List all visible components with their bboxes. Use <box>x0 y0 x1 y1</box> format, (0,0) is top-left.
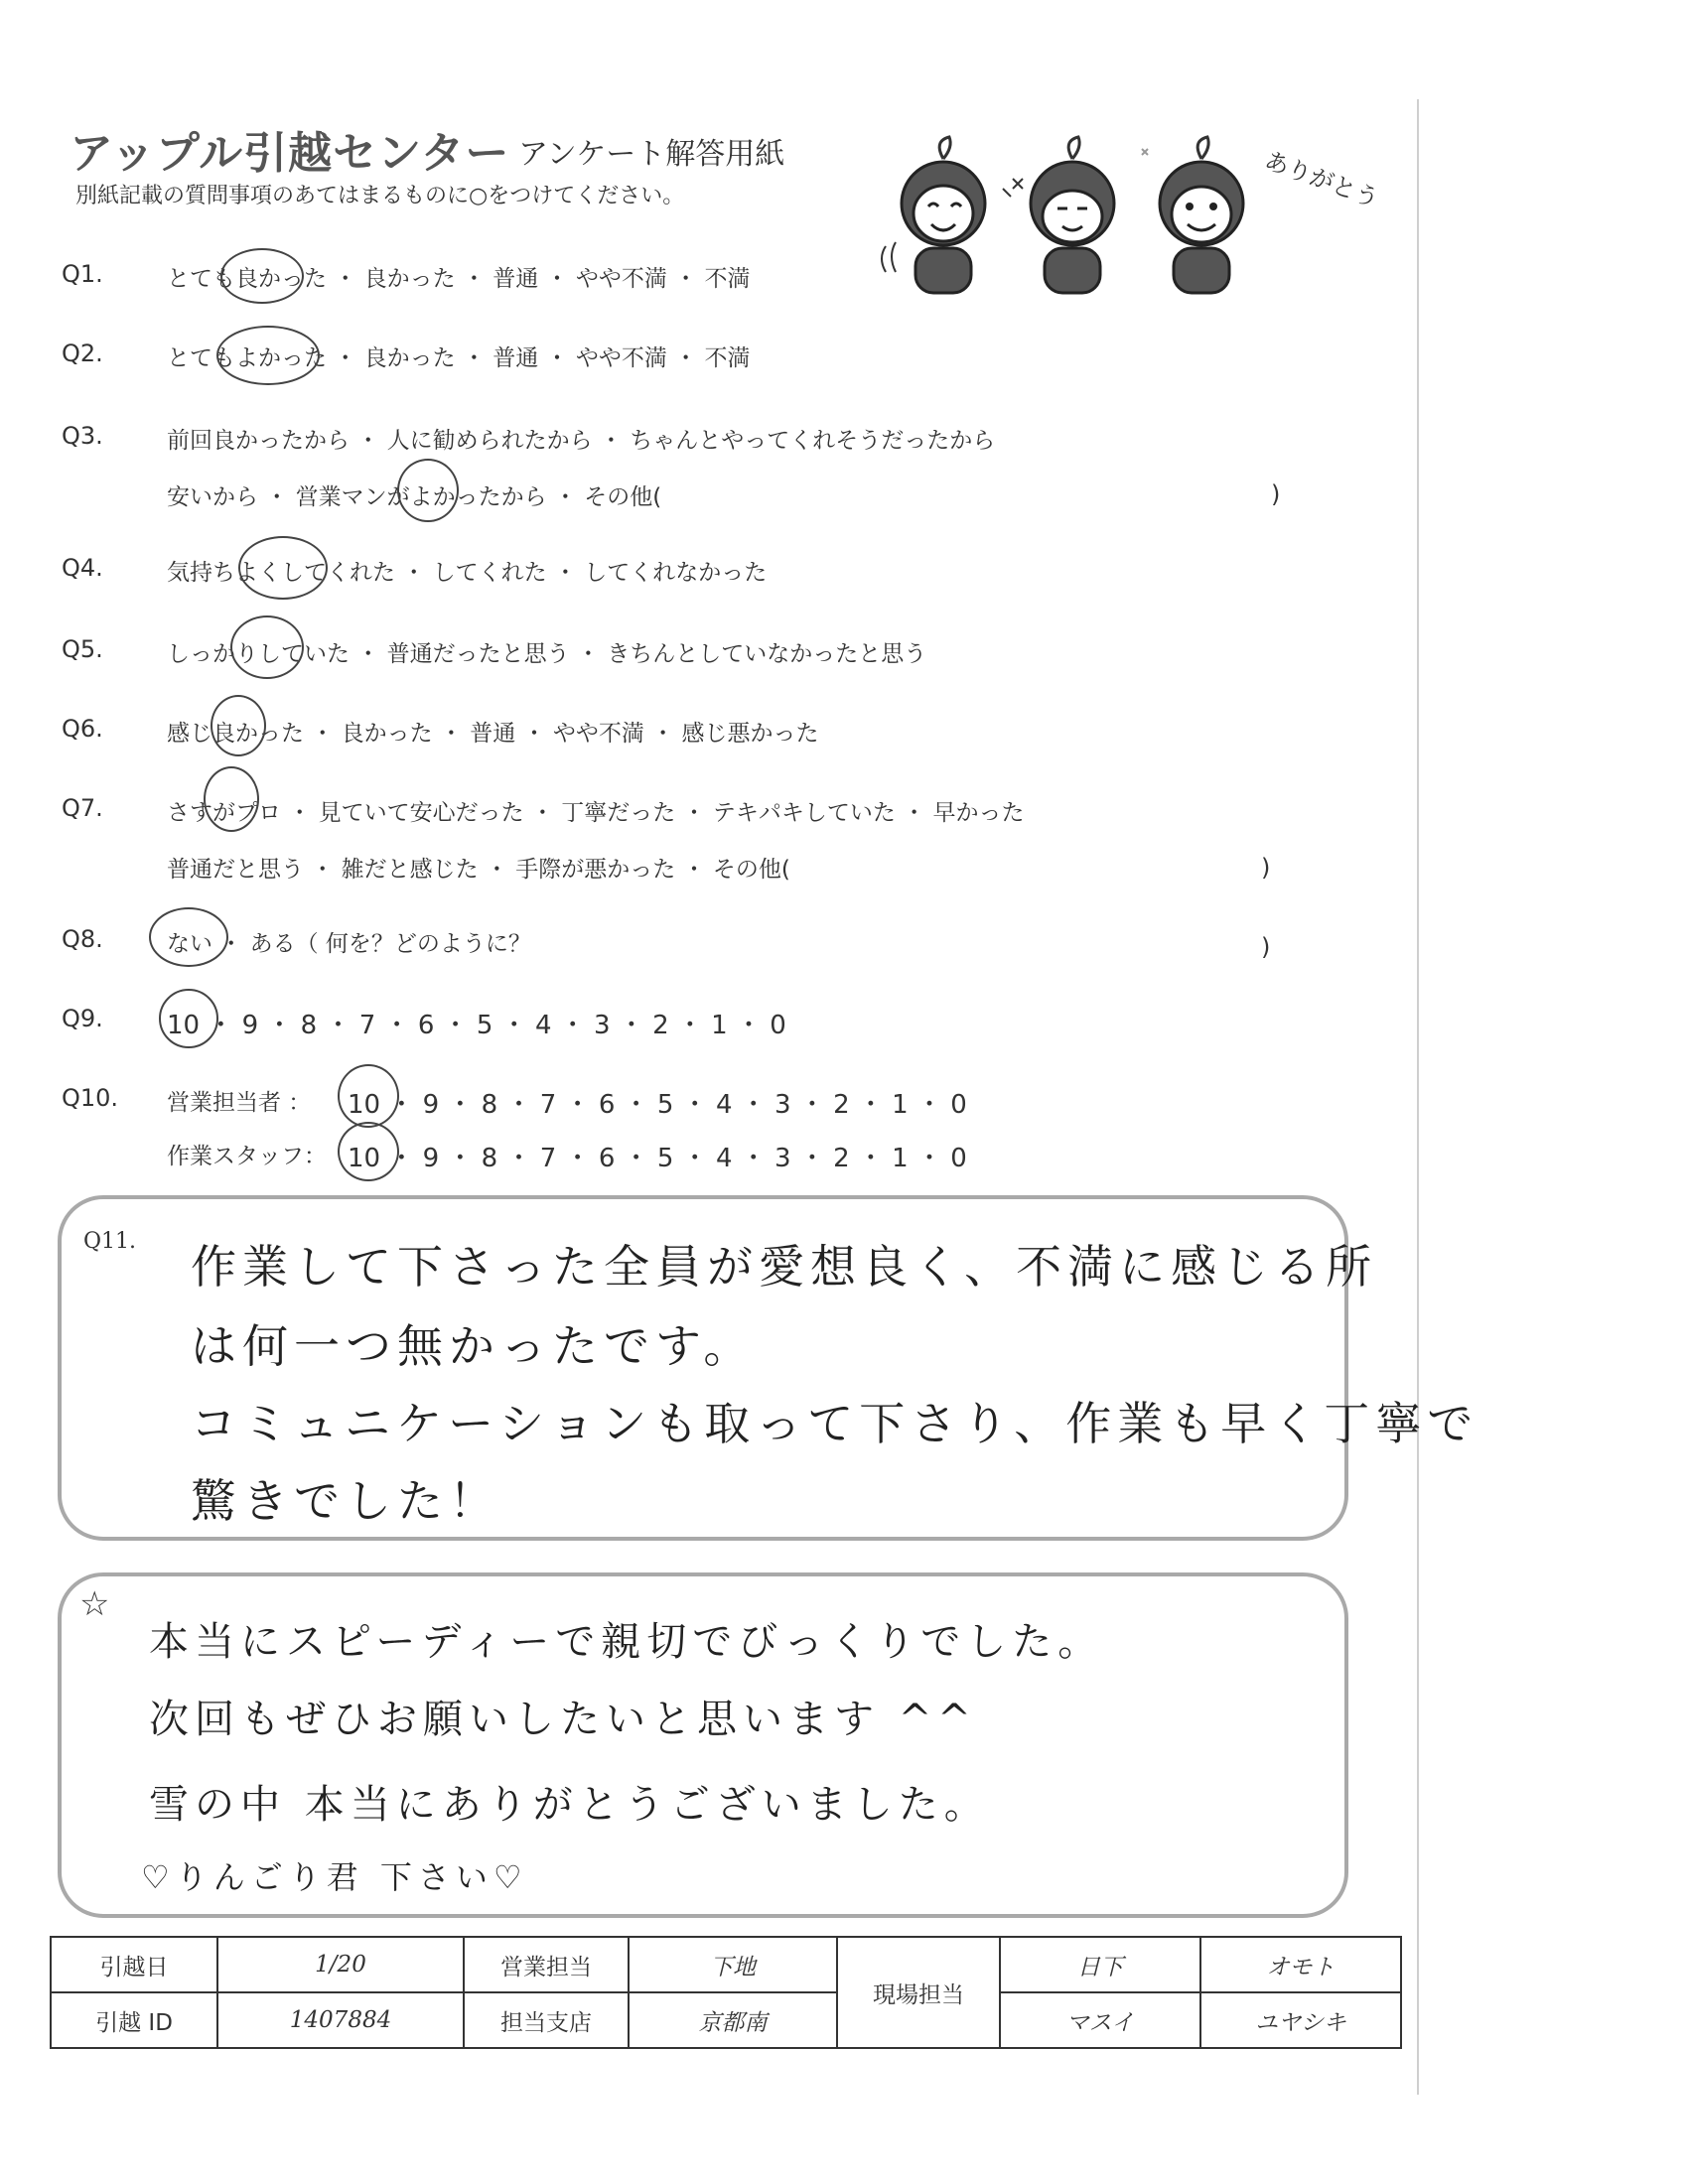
rating-scale: 10 ・ 9 ・ 8 ・ 7 ・ 6 ・ 5 ・ 4 ・ 3 ・ 2 ・ 1 ・ 0 <box>348 1144 967 1173</box>
move-date-label: 引越日 <box>51 1937 217 1992</box>
site-staff-3: マスイ <box>1000 1992 1200 2048</box>
move-id-value: 1407884 <box>217 1992 464 2048</box>
selection-circle <box>204 766 259 832</box>
question-number: Q3. <box>62 422 103 450</box>
branch-label: 担当支店 <box>464 1992 629 2048</box>
selection-circle <box>211 695 266 756</box>
paren-close: ) <box>1261 854 1271 882</box>
company-title: アップル引越センター <box>70 128 510 179</box>
question-number: Q1. <box>62 260 103 288</box>
site-staff-4: ユヤシキ <box>1200 1992 1401 2048</box>
selection-circle <box>149 907 228 967</box>
selection-circle <box>338 1064 399 1128</box>
question-row-q5 <box>0 635 1390 675</box>
question-row-q4 <box>0 554 1390 594</box>
branch-value: 京都南 <box>629 1992 837 2048</box>
answer-options: とてもよかった ・ 良かった ・ 普通 ・ やや不満 ・ 不満 <box>167 345 751 371</box>
handwritten-line: ♡りんごり君 下さい♡ <box>141 1858 528 1896</box>
question-number: Q10. <box>62 1084 119 1112</box>
selection-circle <box>216 326 320 385</box>
question-row-q1 <box>0 260 1390 300</box>
answer-options: 前回良かったから ・ 人に勧められたから ・ ちゃんとやってくれそうだったから <box>167 428 996 454</box>
move-date-value: 1/20 <box>217 1937 464 1992</box>
question-number: Q9. <box>62 1005 103 1032</box>
mascot-caption: ありがとう <box>1260 146 1383 213</box>
rating-scale: 10 ・ 9 ・ 8 ・ 7 ・ 6 ・ 5 ・ 4 ・ 3 ・ 2 ・ 1 ・ 0 <box>167 1011 786 1040</box>
selection-circle <box>397 459 459 522</box>
handwritten-line: は何一つ無かったです。 <box>191 1319 756 1373</box>
site-staff-1: 日下 <box>1000 1937 1200 1992</box>
site-staff-2: オモト <box>1200 1937 1401 1992</box>
paren-close: ) <box>1261 933 1271 961</box>
question-row-q10 <box>0 1084 1390 1124</box>
handwritten-line: 次回もぜひお願いしたいと思います ^^ <box>149 1697 977 1742</box>
question-number: Q6. <box>62 715 103 743</box>
page-edge-line <box>1417 99 1419 2095</box>
move-id-label: 引越 ID <box>51 1992 217 2048</box>
site-label: 現場担当 <box>837 1937 1000 2048</box>
question-number: Q4. <box>62 554 103 582</box>
instructions-text: 別紙記載の質問事項のあてはまるものに○をつけてください。 <box>75 184 685 208</box>
staff-label: 作業スタッフ： <box>167 1144 327 1169</box>
question-row-q10-staff <box>0 1138 1390 1177</box>
answer-options: 気持ちよくしてくれた ・ してくれた ・ してくれなかった <box>167 560 768 586</box>
question-row-q2 <box>0 340 1390 379</box>
question-row-q6 <box>0 715 1390 754</box>
question-number: Q7. <box>62 794 103 822</box>
sales-value: 下地 <box>629 1937 837 1992</box>
q11-label: Q11. <box>83 1229 137 1254</box>
star-icon: ☆ <box>79 1584 110 1624</box>
answer-options: 感じ良かった ・ 良かった ・ 普通 ・ やや不満 ・ 感じ悪かった <box>167 721 819 747</box>
answer-options: しっかりしていた ・ 普通だったと思う ・ きちんとしていなかったと思う <box>167 641 927 667</box>
handwritten-line: 本当にスピーディーで親切でびっくりでした。 <box>149 1619 1104 1665</box>
question-number: Q5. <box>62 635 103 663</box>
question-number: Q8. <box>62 925 103 953</box>
selection-circle <box>238 536 328 600</box>
sales-label: 営業担当 <box>464 1937 629 1992</box>
selection-circle <box>220 248 304 304</box>
rating-scale: 10 ・ 9 ・ 8 ・ 7 ・ 6 ・ 5 ・ 4 ・ 3 ・ 2 ・ 1 ・ 0 <box>348 1090 967 1120</box>
paren-close: ) <box>1271 480 1281 508</box>
answer-options-line2: 安いから ・ 営業マンがよかったから ・ その他( <box>167 484 662 510</box>
question-row-q3 <box>0 422 1390 462</box>
handwritten-line: 驚きでした！ <box>191 1474 500 1528</box>
answer-options-line2: 普通だと思う ・ 雑だと感じた ・ 手際が悪かった ・ その他( <box>167 857 790 883</box>
question-number: Q2. <box>62 340 103 367</box>
selection-circle <box>338 1122 399 1181</box>
selection-circle <box>230 615 304 679</box>
answer-options: ない ・ ある（ 何を？どのように？ <box>167 931 531 957</box>
answer-options: とても良かった ・ 良かった ・ 普通 ・ やや不満 ・ 不満 <box>167 266 751 292</box>
handwritten-line: 雪の中 本当にありがとうございました。 <box>149 1782 990 1828</box>
handwritten-line: コミュニケーションも取って下さり、作業も早く丁寧で <box>191 1397 1479 1450</box>
form-title: アンケート解答用紙 <box>518 137 785 172</box>
selection-circle <box>159 989 218 1048</box>
handwritten-line: 作業して下さった全員が愛想良く、不満に感じる所 <box>191 1240 1378 1294</box>
move-info-table <box>50 1936 1402 2049</box>
answer-options: さすがプロ ・ 見ていて安心だった ・ 丁寧だった ・ テキパキしていた ・ 早かった <box>167 800 1025 826</box>
sales-rep-label: 営業担当者 ： <box>167 1090 312 1116</box>
